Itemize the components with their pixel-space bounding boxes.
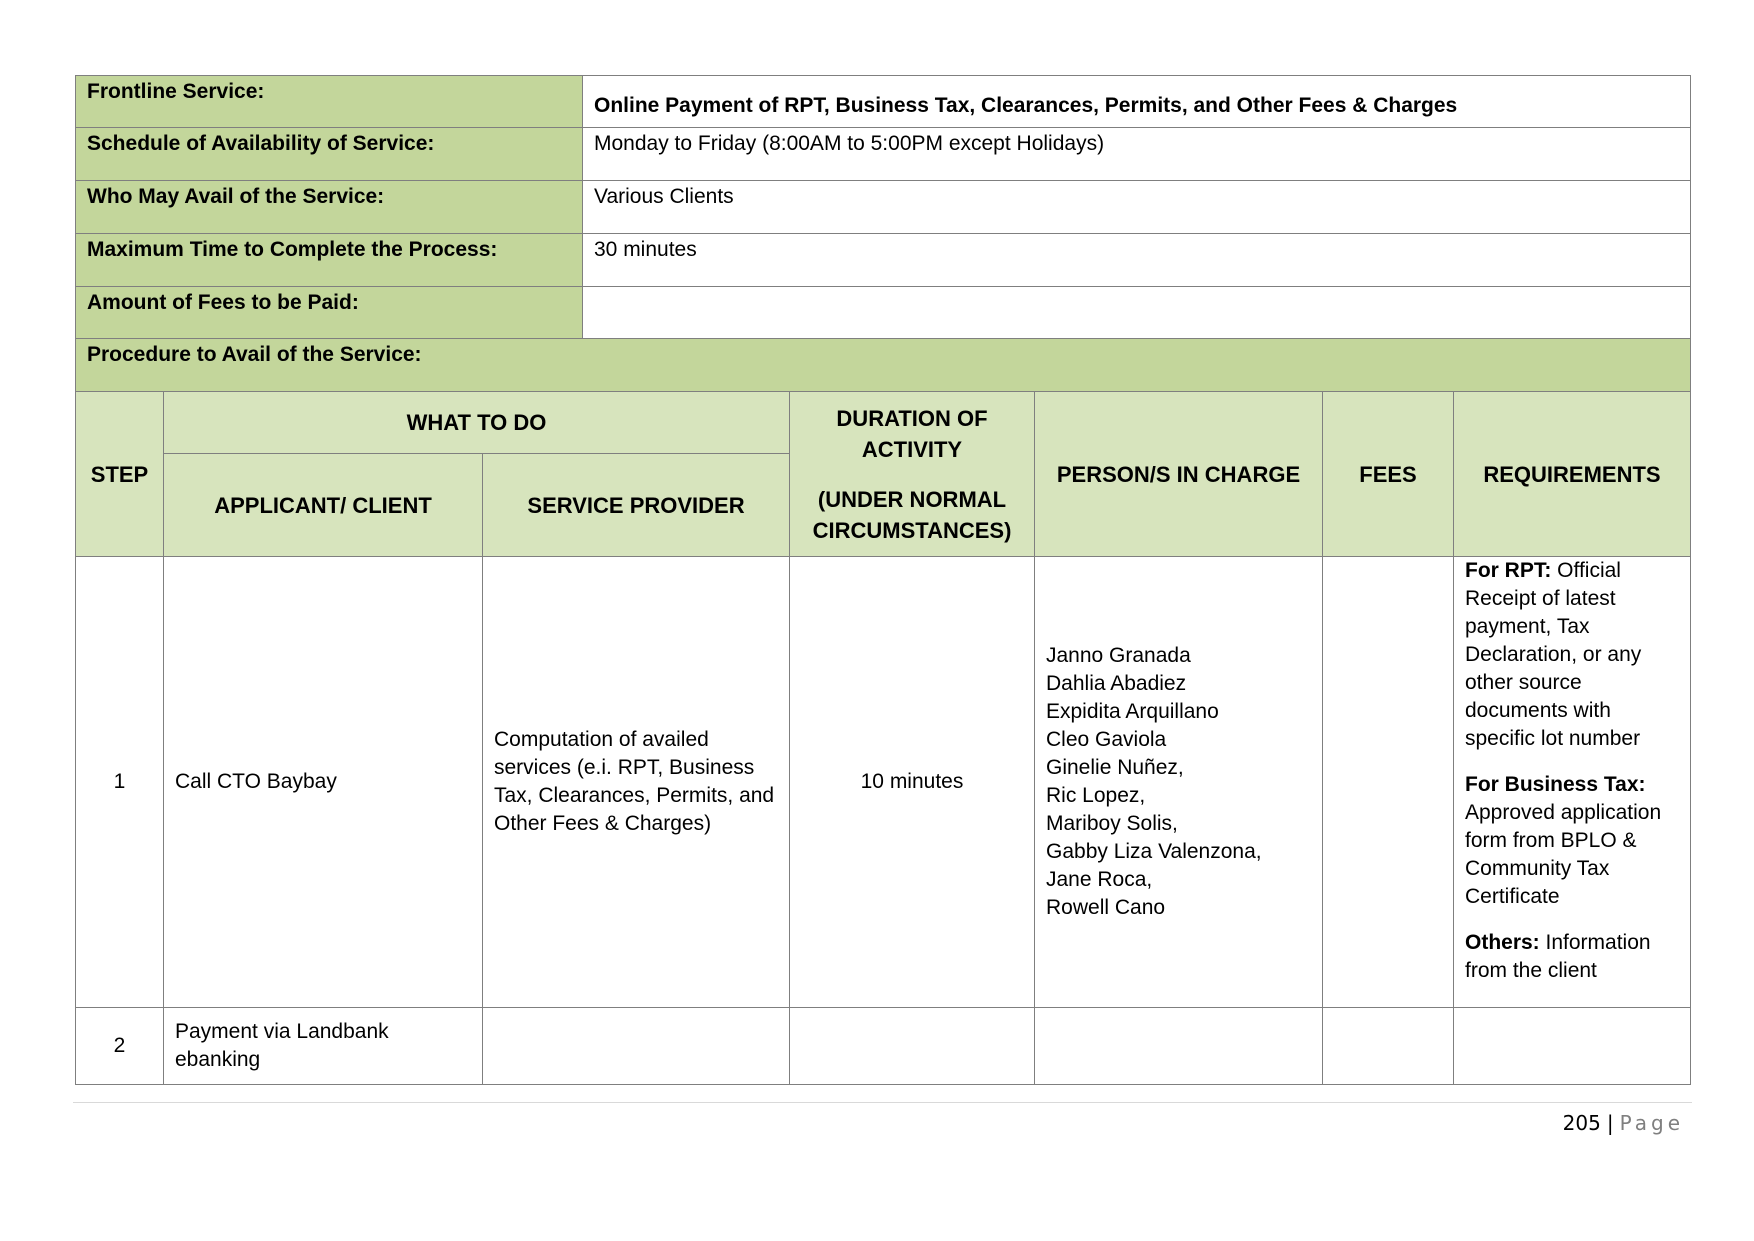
person-name: Janno Granada bbox=[1046, 644, 1191, 667]
requirement-rpt bbox=[1465, 557, 1679, 753]
person-name: Rowell Cano bbox=[1046, 896, 1166, 919]
requirements-header: REQUIREMENTS bbox=[1454, 392, 1691, 557]
person-name: Mariboy Solis, bbox=[1046, 812, 1178, 835]
provider-header: SERVICE PROVIDER bbox=[483, 454, 790, 557]
requirement-text: Information from the client bbox=[1465, 931, 1651, 982]
time-row bbox=[76, 234, 1691, 287]
duration-cell: 10 minutes bbox=[790, 557, 1035, 1008]
duration-header-sub: (UNDER NORMAL CIRCUMSTANCES) bbox=[812, 486, 1012, 543]
fees-value bbox=[583, 287, 1691, 339]
frontline-label: Frontline Service: bbox=[76, 76, 583, 128]
requirement-text: Official Receipt of latest payment, Tax Declaration, or any other source documents with specific lot number bbox=[1465, 559, 1642, 750]
applicant-header: APPLICANT/ CLIENT bbox=[164, 454, 483, 557]
person-name: Ric Lopez, bbox=[1046, 784, 1146, 807]
requirements-cell bbox=[1454, 1008, 1691, 1085]
table-row bbox=[76, 557, 1691, 1008]
persons-cell bbox=[1035, 557, 1323, 1008]
person-name: Ginelie Nuñez, bbox=[1046, 756, 1184, 779]
fees-label: Amount of Fees to be Paid: bbox=[76, 287, 583, 339]
persons-cell bbox=[1035, 1008, 1323, 1085]
citizen-charter-document bbox=[75, 75, 1690, 1085]
person-name: Dahlia Abadiez bbox=[1046, 672, 1187, 695]
provider-cell bbox=[483, 1008, 790, 1085]
who-row bbox=[76, 181, 1691, 234]
schedule-row bbox=[76, 128, 1691, 181]
page-separator: | bbox=[1606, 1111, 1614, 1135]
fees-cell bbox=[1323, 557, 1454, 1008]
duration-header bbox=[790, 392, 1035, 557]
person-name: Jane Roca, bbox=[1046, 868, 1153, 891]
step-header: STEP bbox=[76, 392, 164, 557]
step-cell: 2 bbox=[76, 1008, 164, 1085]
requirement-label: For RPT: bbox=[1465, 559, 1552, 582]
requirement-label: For Business Tax: bbox=[1465, 773, 1646, 796]
page-footer bbox=[73, 1102, 1692, 1135]
page-number-label bbox=[1563, 1111, 1684, 1135]
fees-cell bbox=[1323, 1008, 1454, 1085]
provider-cell: Computation of availed services (e.i. RPT, Business Tax, Clearances, Permits, and Other Fees & Charges) bbox=[483, 557, 790, 1008]
header-row-top bbox=[76, 392, 1691, 454]
requirement-others bbox=[1465, 929, 1679, 985]
procedure-row bbox=[76, 339, 1691, 392]
frontline-value: Online Payment of RPT, Business Tax, Clearances, Permits, and Other Fees & Charges bbox=[583, 76, 1691, 128]
person-name: Gabby Liza Valenzona, bbox=[1046, 840, 1262, 863]
fees-header: FEES bbox=[1323, 392, 1454, 557]
procedure-label: Procedure to Avail of the Service: bbox=[76, 339, 1691, 392]
page-number: 205 bbox=[1562, 1111, 1601, 1135]
persons-header: PERSON/S IN CHARGE bbox=[1035, 392, 1323, 557]
requirement-text: Approved application form from BPLO & Community Tax Certificate bbox=[1465, 801, 1662, 908]
schedule-value: Monday to Friday (8:00AM to 5:00PM except Holidays) bbox=[583, 128, 1691, 181]
time-label: Maximum Time to Complete the Process: bbox=[76, 234, 583, 287]
frontline-row bbox=[76, 76, 1691, 128]
who-value: Various Clients bbox=[583, 181, 1691, 234]
table-row bbox=[76, 1008, 1691, 1085]
what-to-do-header: WHAT TO DO bbox=[164, 392, 790, 454]
requirements-cell bbox=[1454, 557, 1691, 1008]
schedule-label: Schedule of Availability of Service: bbox=[76, 128, 583, 181]
duration-cell bbox=[790, 1008, 1035, 1085]
who-label: Who May Avail of the Service: bbox=[76, 181, 583, 234]
requirement-label: Others: bbox=[1465, 931, 1540, 954]
time-value: 30 minutes bbox=[583, 234, 1691, 287]
applicant-cell: Call CTO Baybay bbox=[164, 557, 483, 1008]
person-name: Expidita Arquillano bbox=[1046, 700, 1219, 723]
service-table bbox=[75, 75, 1691, 1085]
requirement-business-tax bbox=[1465, 771, 1679, 911]
step-cell: 1 bbox=[76, 557, 164, 1008]
applicant-cell: Payment via Landbank ebanking bbox=[164, 1008, 483, 1085]
page-word: Page bbox=[1619, 1111, 1684, 1135]
duration-header-title: DURATION OF ACTIVITY bbox=[836, 405, 988, 462]
person-name: Cleo Gaviola bbox=[1046, 728, 1167, 751]
fees-row bbox=[76, 287, 1691, 339]
